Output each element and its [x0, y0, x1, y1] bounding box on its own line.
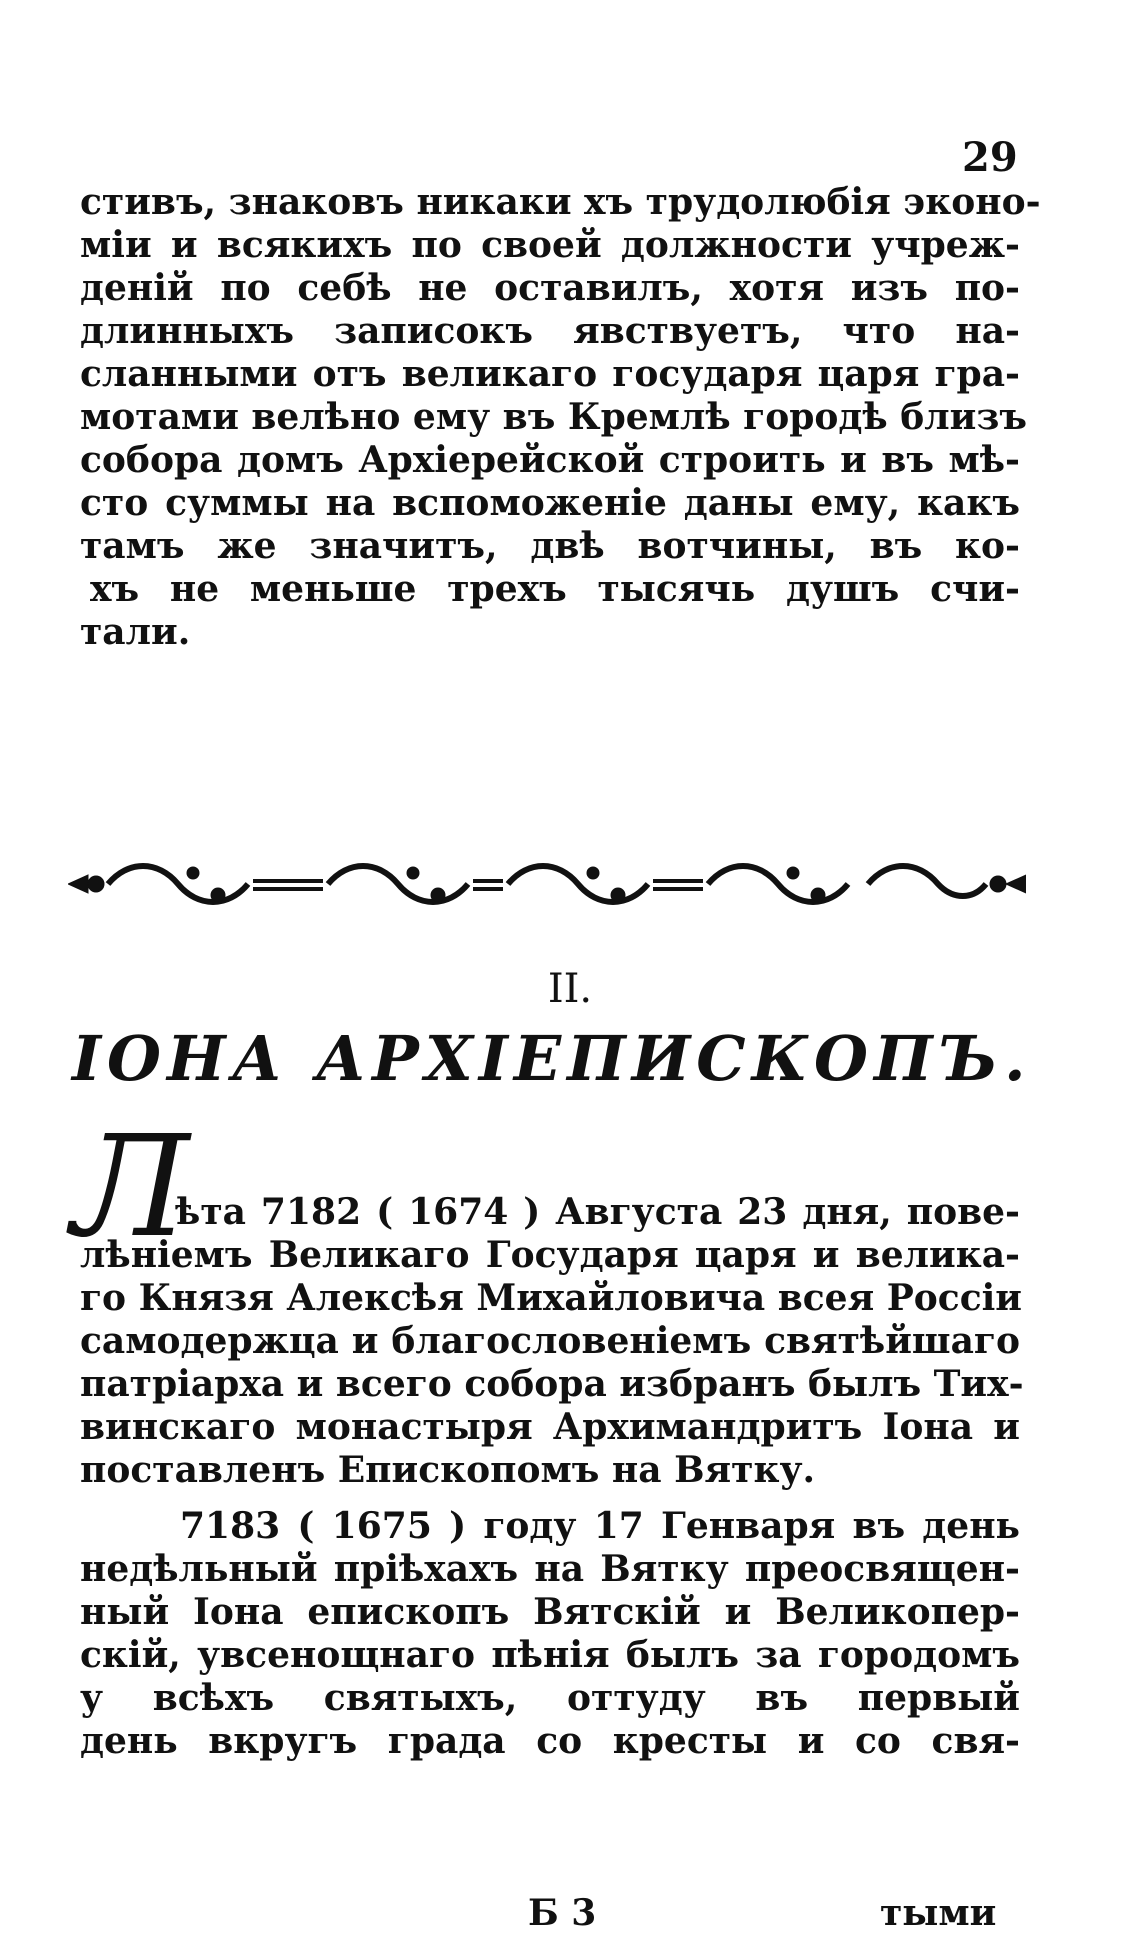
- section-number: II.: [547, 966, 593, 1012]
- decorative-ornament-divider: [68, 855, 1026, 913]
- text-line: поставленъ Епископомъ на Вятку.: [80, 1449, 816, 1491]
- text-line: деній по себѣ не оставилъ, хотя изъ по-: [80, 267, 1020, 309]
- text-line: патріарха и всего собора избранъ былъ Тих-: [80, 1363, 1024, 1405]
- text-line: самодержца и благословеніемъ святѣйшаго: [80, 1320, 1020, 1362]
- text-line: день вкругъ града со кресты и со свя-: [80, 1720, 1020, 1762]
- chapter-title: ІОНА АРХІЕПИСКОПЪ.: [72, 1022, 1032, 1095]
- catchword: тыми: [880, 1892, 997, 1934]
- text-line: мотами велѣно ему въ Кремлѣ городѣ близъ: [80, 396, 1027, 438]
- text-line: скій, увсенощнаго пѣнія былъ за городомъ: [80, 1634, 1020, 1676]
- text-line: ѣта 7182 ( 1674 ) Августа 23 дня, пове-: [175, 1191, 1020, 1233]
- text-line: стивъ, знаковъ никаки хъ трудолюбія эконо-: [80, 181, 1041, 223]
- text-line: недѣльный пріѣхахъ на Вятку преосвящен-: [80, 1548, 1020, 1590]
- text-line: длинныхъ записокъ явствуетъ, что на-: [80, 310, 1020, 352]
- page-number: 29: [962, 134, 1018, 181]
- text-line: ный Іона епископъ Вятскій и Великопер-: [80, 1591, 1020, 1633]
- text-line: 7183 ( 1675 ) году 17 Генваря въ день: [180, 1505, 1020, 1547]
- text-line: го Князя Алексѣя Михайловича всея Россіи: [80, 1277, 1022, 1319]
- text-line: тали.: [80, 611, 191, 653]
- text-line: міи и всякихъ по своей должности учреж-: [80, 224, 1020, 266]
- text-line: собора домъ Архіерейской строить и въ мѣ-: [80, 439, 1020, 481]
- text-line: тамъ же значитъ, двѣ вотчины, въ ко-: [80, 525, 1020, 567]
- text-line: сто суммы на вспоможеніе даны ему, какъ: [80, 482, 1020, 524]
- text-line: лѣніемъ Великаго Государя царя и велика-: [80, 1234, 1020, 1276]
- text-line: винскаго монастыря Архимандритъ Іона и: [80, 1406, 1020, 1448]
- text-line: у всѣхъ святыхъ, оттуду въ первый: [80, 1677, 1020, 1719]
- drop-cap-initial: Л: [72, 1106, 189, 1269]
- signature-mark: Б 3: [528, 1892, 597, 1934]
- text-line: хъ не меньше трехъ тысячь душъ счи-: [90, 568, 1020, 610]
- text-line: сланными отъ великаго государя царя гра-: [80, 353, 1020, 395]
